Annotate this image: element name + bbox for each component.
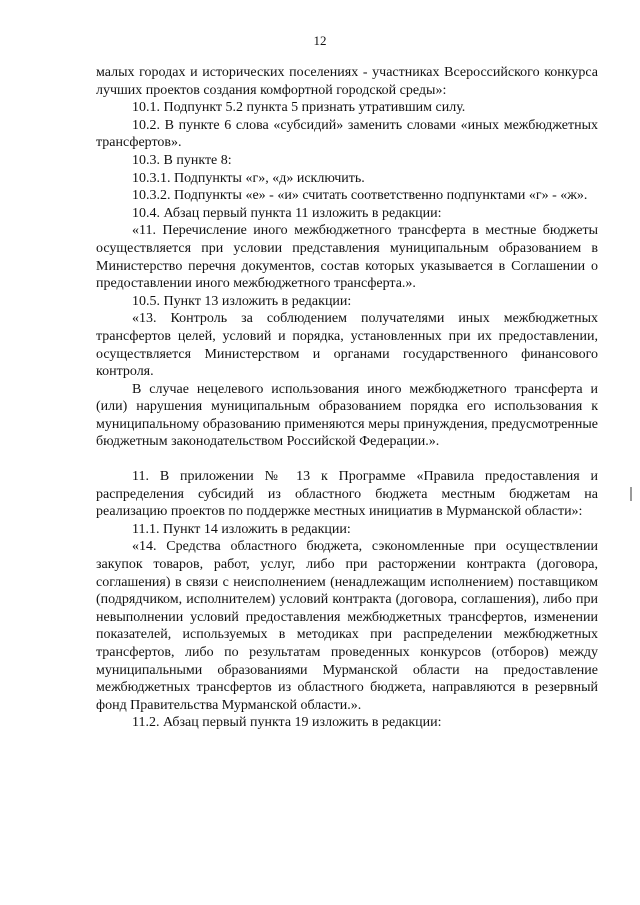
paragraph: 10.3.2. Подпункты «е» - «и» считать соответственно подпунктами «г» - «ж». [132, 188, 588, 204]
paragraph: 10.3.1. Подпункты «г», «д» исключить. [132, 170, 365, 186]
paragraph: малых городах и исторических поселениях - участниках Всероссийского конкурса лучших проектов создания комфортной городской среды»: [96, 65, 598, 98]
paragraph: 11.1. Пункт 14 изложить в редакции: [132, 521, 351, 537]
paragraph: 10.1. Подпункт 5.2 пункта 5 признать утратившим силу. [132, 100, 466, 116]
paragraph: 11. В приложении № 13 к Программе «Правила предоставления и распределения субсидий из областного бюджета местным бюджетам на реализацию проектов по поддержке местных инициатив в Мурманской области»: [96, 469, 598, 520]
paragraph: В случае нецелевого использования иного межбюджетного трансферта и (или) нарушения муниципальным образованием порядка его использования к муниципальному образованию применяются меры принуждения, предусмотренные бюджетным законодательством Российской Федерации.». [96, 381, 598, 450]
paragraph: 11.2. Абзац первый пункта 19 изложить в редакции: [132, 715, 442, 731]
document-body [96, 64, 598, 732]
paragraph: «13. Контроль за соблюдением получателями иных межбюджетных трансфертов целей, условий и порядка, установленных при их предоставлении, осуществляется Министерством и органами государственного финансового контроля. [96, 311, 598, 380]
paragraph: 10.5. Пункт 13 изложить в редакции: [132, 293, 352, 309]
paragraph: 10.2. В пункте 6 слова «субсидий» заменить словами «иных межбюджетных трансфертов». [96, 117, 598, 151]
paragraph: 10.4. Абзац первый пункта 11 изложить в редакции: [132, 205, 442, 221]
paragraph: «14. Средства областного бюджета, сэкономленные при осуществлении закупок товаров, работ, услуг, либо при расторжении контракта (договора, соглашения) в связи с неисполнением (ненадлежащим исполнением) поставщиком (подрядчиком, исполнителем) условий контракта (договора, соглашения), либо при невыполнении условий предоставления межбюджетных трансфертов, изменении показателей, используемых в методиках при распределении межбюджетных трансфертов, либо по результатам проведенных конкурсов (отборов) между муниципальными образованиями Мурманской области на предоставление межбюджетных трансфертов из областного бюджета, направляются в резервный фонд Правительства Мурманской области.». [96, 539, 598, 713]
scan-edge-mark [630, 487, 632, 501]
page-number: 12 [313, 33, 327, 48]
paragraph: 10.3. В пункте 8: [132, 152, 232, 168]
paragraph: «11. Перечисление иного межбюджетного трансферта в местные бюджеты осуществляется при условии представления муниципальным образованием в Министерство перечня документов, состав которых указывается в Соглашении о предоставлении иного межбюджетного трансферта.». [96, 223, 598, 292]
